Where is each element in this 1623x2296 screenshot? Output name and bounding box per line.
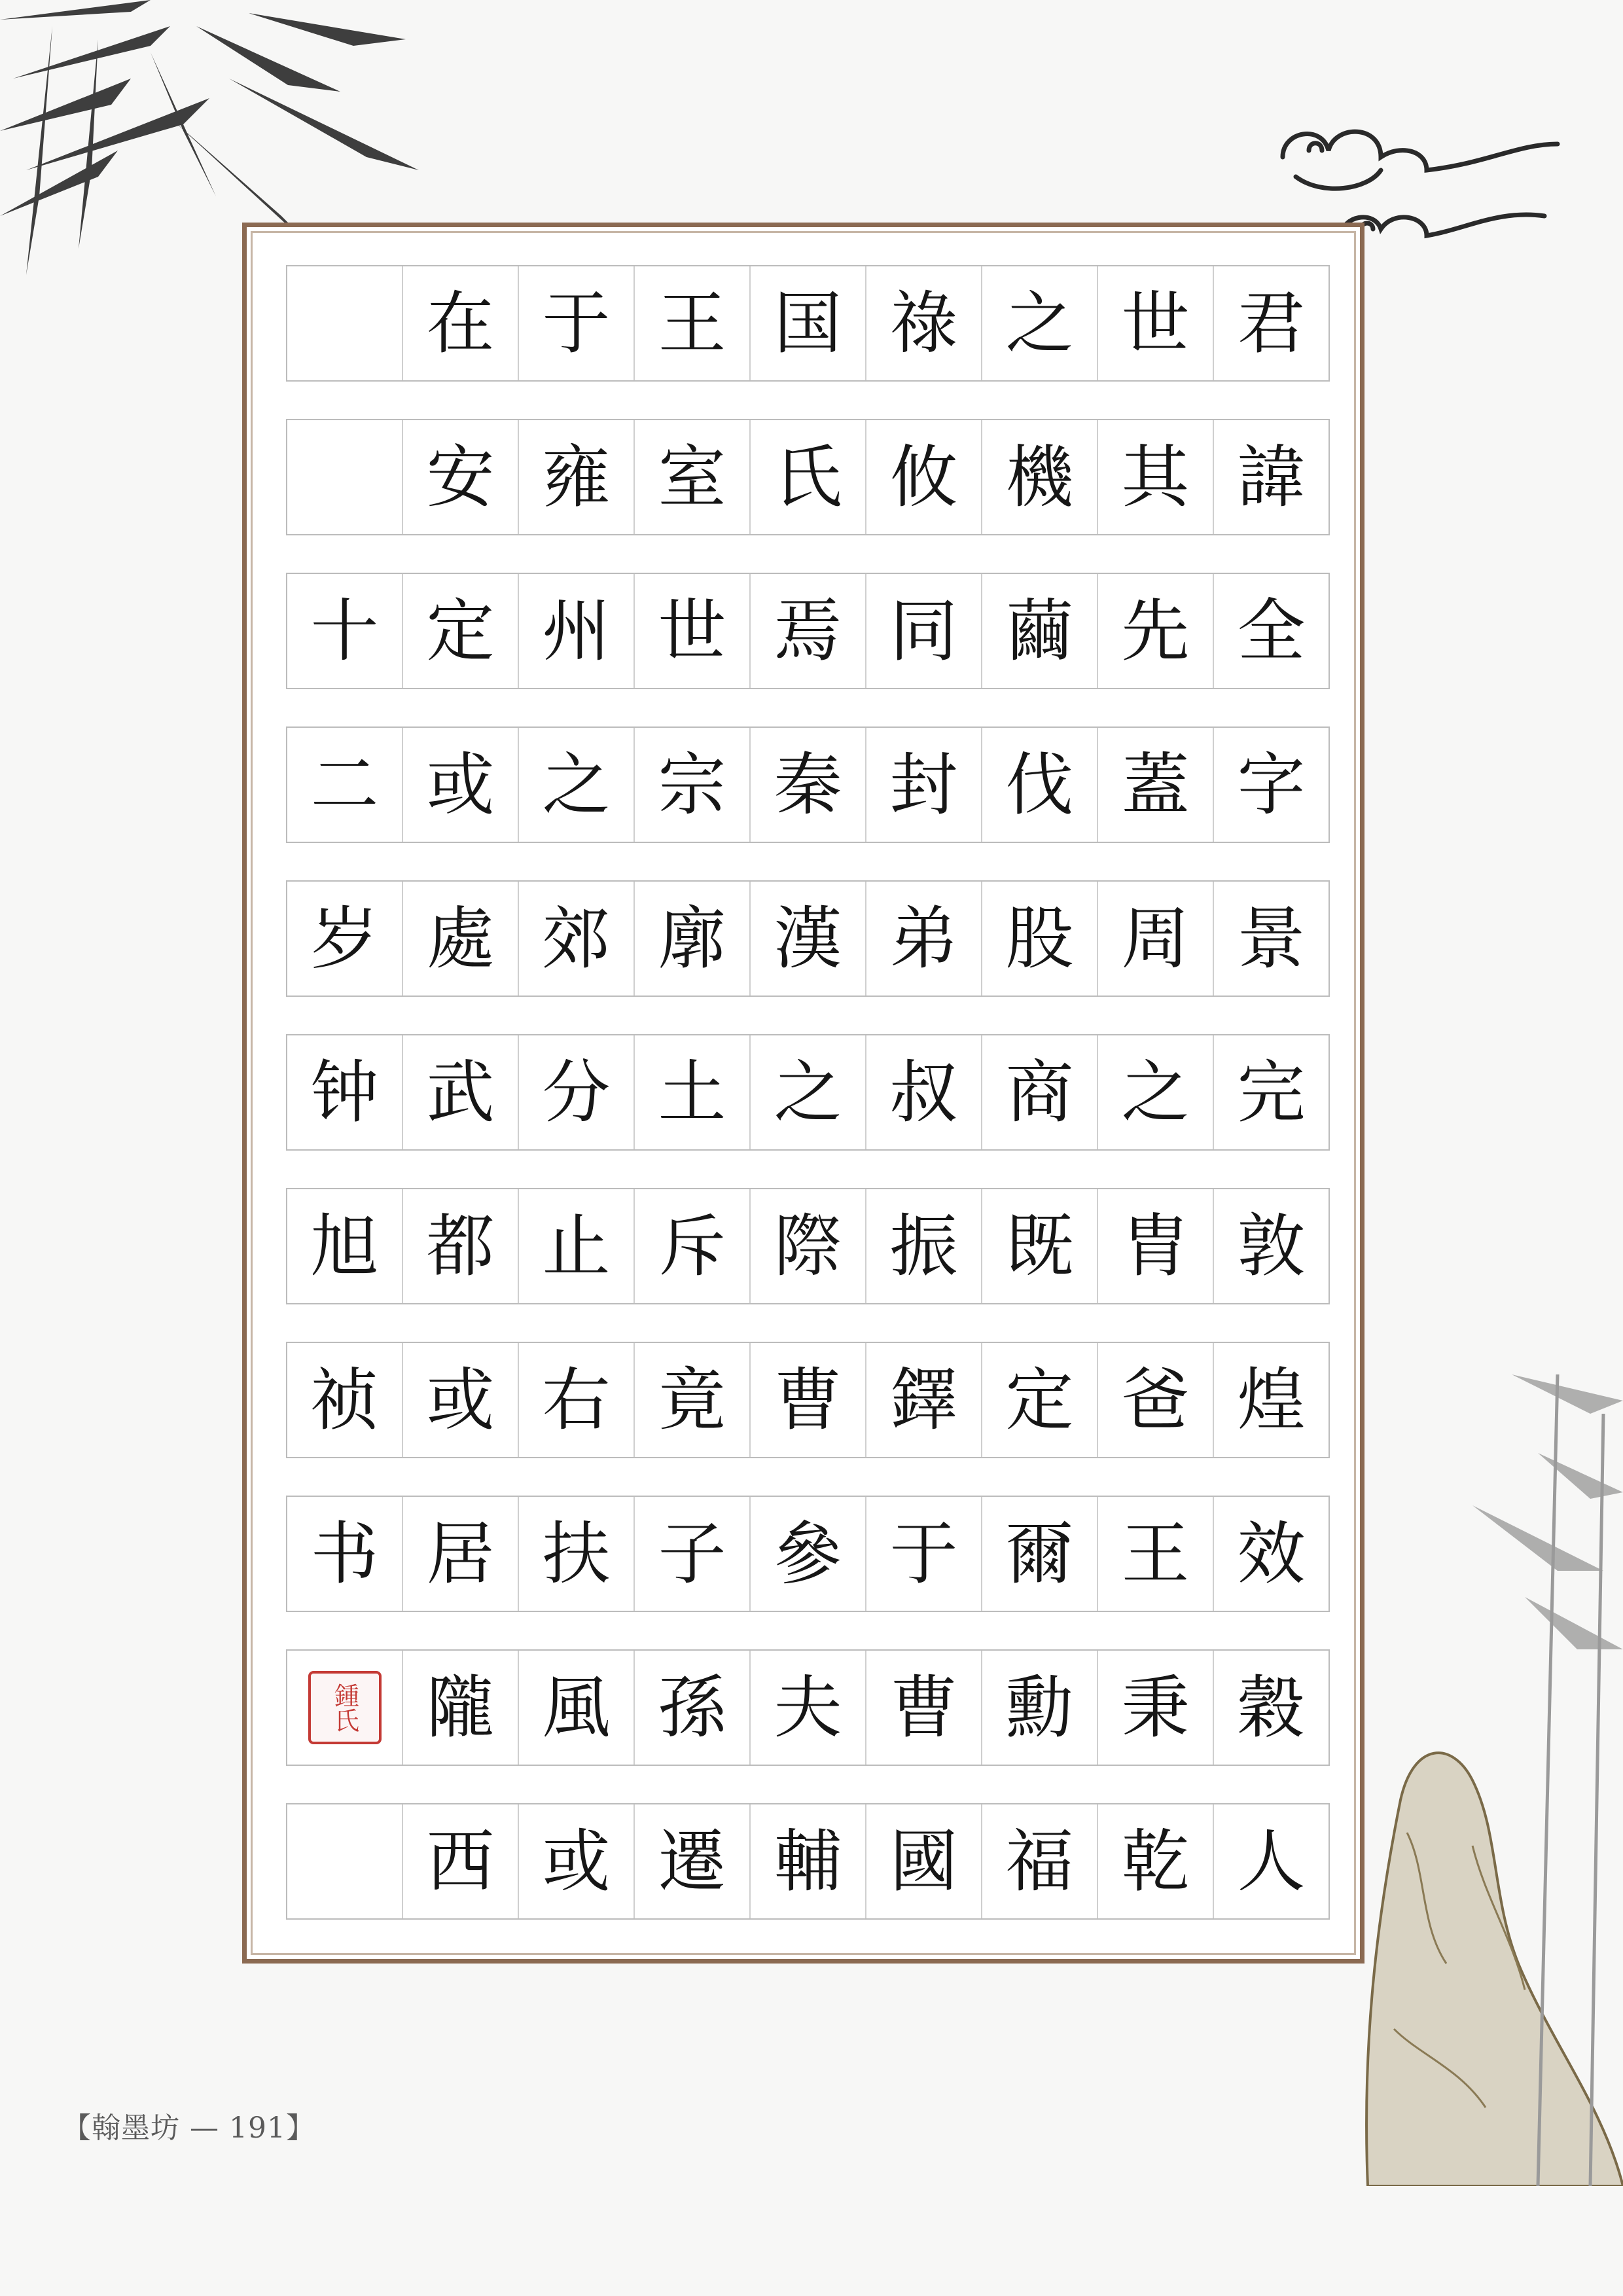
grid-cell: 于 — [865, 1497, 981, 1611]
grid-cell: 商 — [981, 1035, 1097, 1149]
grid-row — [286, 1342, 1330, 1458]
grid-cell — [287, 1804, 402, 1918]
grid-cell: 蓋 — [1097, 728, 1213, 842]
rock-bamboo-decoration — [1342, 1374, 1623, 2186]
grid-cell: 或 — [518, 1804, 633, 1918]
page-footer: 【翰墨坊 — 191】 — [62, 2111, 315, 2145]
grid-cell: 焉 — [749, 574, 865, 688]
grid-cell: 宗 — [633, 728, 749, 842]
grid-cell: 祿 — [865, 266, 981, 380]
grid-cell: 在 — [402, 266, 518, 380]
grid-cell: 煌 — [1213, 1343, 1329, 1457]
grid-cell: 十 — [310, 591, 379, 671]
grid-row — [286, 573, 1330, 689]
grid-cell: 都 — [402, 1189, 518, 1303]
grid-cell: 國 — [865, 1804, 981, 1918]
grid-cell: 人 — [1213, 1804, 1329, 1918]
grid-cell: 伐 — [981, 728, 1097, 842]
grid-cell: 秉 — [1097, 1651, 1213, 1765]
grid-cell: 福 — [981, 1804, 1097, 1918]
grid-cell: 于 — [518, 266, 633, 380]
grid-row — [286, 726, 1330, 843]
grid-cell: 祯 — [310, 1360, 379, 1440]
grid-cell: 君 — [1213, 266, 1329, 380]
grid-cell: 之 — [749, 1035, 865, 1149]
grid-cell: 孫 — [633, 1651, 749, 1765]
grid-cell: 子 — [633, 1497, 749, 1611]
grid-cell: 郊 — [518, 882, 633, 996]
grid-cell: 封 — [865, 728, 981, 842]
grid-cell: 爸 — [1097, 1343, 1213, 1457]
grid-cell: 氏 — [749, 420, 865, 534]
grid-cell: 攸 — [865, 420, 981, 534]
grid-cell: 漢 — [749, 882, 865, 996]
grid-cell: 振 — [865, 1189, 981, 1303]
grid-cell: 完 — [1213, 1035, 1329, 1149]
grid-cell: 爾 — [981, 1497, 1097, 1611]
grid-cell: 之 — [981, 266, 1097, 380]
grid-cell: 之 — [518, 728, 633, 842]
grid-cell: 全 — [1213, 574, 1329, 688]
grid-cell: 止 — [518, 1189, 633, 1303]
grid-cell: 扶 — [518, 1497, 633, 1611]
grid-cell: 同 — [865, 574, 981, 688]
grid-cell: 之 — [1097, 1035, 1213, 1149]
grid-cell: 勳 — [981, 1651, 1097, 1765]
grid-cell: 国 — [749, 266, 865, 380]
grid-cell: 居 — [402, 1497, 518, 1611]
grid-cell: 雍 — [518, 420, 633, 534]
paper-sheet — [242, 223, 1364, 1964]
grid-row — [286, 1649, 1330, 1766]
grid-row — [286, 1188, 1330, 1304]
grid-cell: 世 — [1097, 266, 1213, 380]
grid-cell: 秦 — [749, 728, 865, 842]
grid-cell: 室 — [633, 420, 749, 534]
grid-cell: 景 — [1213, 882, 1329, 996]
grid-cell: 弟 — [865, 882, 981, 996]
grid-cell: 武 — [402, 1035, 518, 1149]
grid-cell: 夫 — [749, 1651, 865, 1765]
grid-cell: 西 — [402, 1804, 518, 1918]
grid-cell: 曹 — [865, 1651, 981, 1765]
grid-cell: 二 — [310, 745, 379, 825]
grid-cell — [287, 1651, 402, 1765]
grid-cell: 遷 — [633, 1804, 749, 1918]
grid-cell: 州 — [518, 574, 633, 688]
grid-cell: 定 — [981, 1343, 1097, 1457]
grid-cell: 隴 — [402, 1651, 518, 1765]
grid-cell: 世 — [633, 574, 749, 688]
grid-cell: 曹 — [749, 1343, 865, 1457]
grid-cell: 安 — [402, 420, 518, 534]
grid-cell: 或 — [402, 728, 518, 842]
grid-cell: 竟 — [633, 1343, 749, 1457]
grid-cell: 王 — [1097, 1497, 1213, 1611]
grid-cell: 參 — [749, 1497, 865, 1611]
grid-cell: 先 — [1097, 574, 1213, 688]
grid-cell: 书 — [310, 1514, 379, 1594]
grid-cell: 諱 — [1213, 420, 1329, 534]
grid-cell: 敦 — [1213, 1189, 1329, 1303]
seal-stamp: 鍾氏 — [308, 1671, 382, 1744]
grid-cell — [287, 420, 402, 534]
grid-cell: 分 — [518, 1035, 633, 1149]
grid-cell: 斥 — [633, 1189, 749, 1303]
grid-cell: 旭 — [310, 1206, 379, 1286]
grid-cell — [287, 266, 402, 380]
grid-cell: 繭 — [981, 574, 1097, 688]
character-grid — [286, 265, 1330, 1957]
grid-cell: 鐸 — [865, 1343, 981, 1457]
grid-cell: 輔 — [749, 1804, 865, 1918]
grid-row — [286, 1034, 1330, 1151]
grid-cell: 胄 — [1097, 1189, 1213, 1303]
grid-cell: 處 — [402, 882, 518, 996]
grid-cell: 土 — [633, 1035, 749, 1149]
grid-cell: 機 — [981, 420, 1097, 534]
grid-row — [286, 1496, 1330, 1612]
grid-cell: 乾 — [1097, 1804, 1213, 1918]
grid-row — [286, 419, 1330, 535]
grid-cell: 字 — [1213, 728, 1329, 842]
grid-cell: 際 — [749, 1189, 865, 1303]
grid-row — [286, 1803, 1330, 1920]
grid-cell: 其 — [1097, 420, 1213, 534]
grid-cell: 或 — [402, 1343, 518, 1457]
grid-cell: 廓 — [633, 882, 749, 996]
grid-cell: 岁 — [310, 899, 379, 978]
grid-cell: 王 — [633, 266, 749, 380]
grid-row — [286, 880, 1330, 997]
grid-cell: 風 — [518, 1651, 633, 1765]
grid-row — [286, 265, 1330, 382]
grid-cell: 股 — [981, 882, 1097, 996]
grid-cell: 定 — [402, 574, 518, 688]
grid-cell: 叔 — [865, 1035, 981, 1149]
grid-cell: 效 — [1213, 1497, 1329, 1611]
grid-cell: 钟 — [310, 1052, 379, 1132]
grid-cell: 穀 — [1213, 1651, 1329, 1765]
grid-cell: 既 — [981, 1189, 1097, 1303]
grid-cell: 周 — [1097, 882, 1213, 996]
grid-cell: 右 — [518, 1343, 633, 1457]
